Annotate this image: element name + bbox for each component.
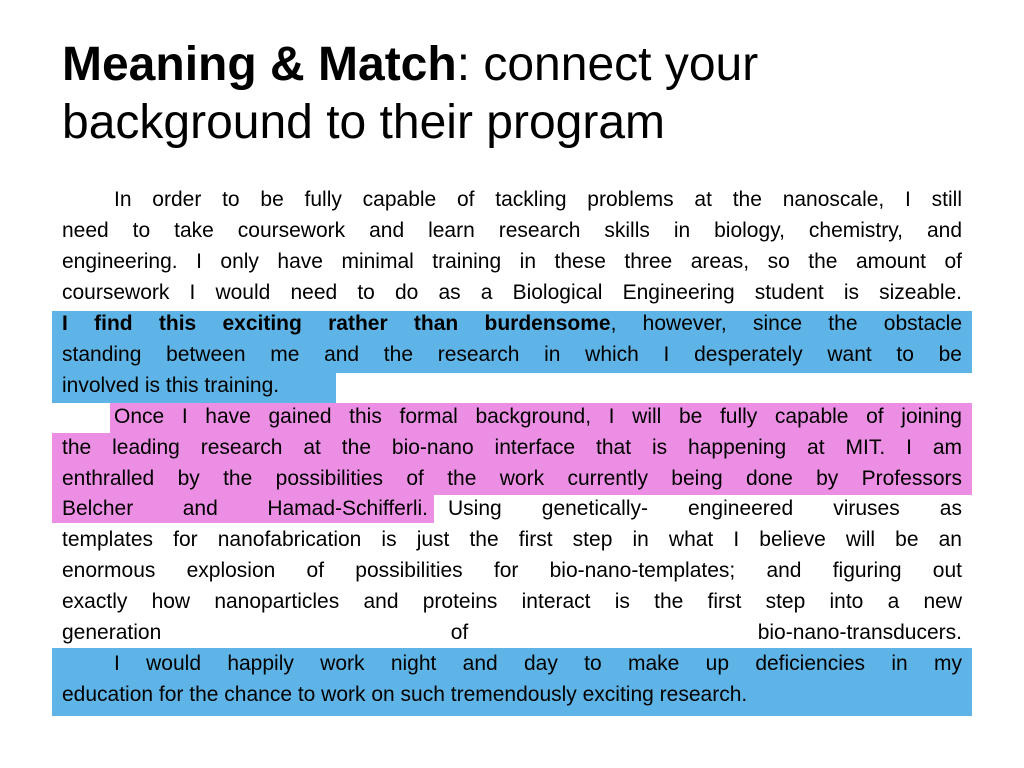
title-rest-line2: background to their program [62, 96, 665, 149]
essay-line-highlighted [62, 308, 962, 339]
essay-line-highlighted: I would happily work night and day to make up deficiencies in my [114, 652, 962, 675]
essay-line: need to take coursework and learn research skills in biology, chemistry, and [62, 219, 962, 242]
highlight-professor-names: Belcher and Hamad-Schifferli. [62, 497, 428, 520]
essay-line-highlighted: enthralled by the possibilities of the work currently being done by Professors [62, 467, 962, 490]
essay-line: coursework I would need to do as a Biological Engineering student is sizeable. [62, 281, 962, 304]
title-bold: Meaning & Match [62, 38, 457, 91]
essay-line: exactly how nanoparticles and proteins interact is the first step into a new [62, 590, 962, 613]
essay-line-mixed [62, 493, 962, 524]
highlight-text: , however, since the obstacle [610, 312, 962, 335]
essay-line: enormous explosion of possibilities for bio-nano-templates; and figuring out [62, 559, 962, 582]
line-rest: Using genetically- engineered viruses as [448, 497, 962, 520]
essay-line-highlighted: education for the chance to work on such tremendously exciting research. [62, 683, 748, 706]
essay-line-highlighted: Once I have gained this formal background, I will be fully capable of joining [114, 405, 962, 428]
slide-title [62, 36, 962, 152]
highlight-bold-phrase: I find this exciting rather than burdensome [62, 312, 611, 335]
essay-line-highlighted: the leading research at the bio-nano interface that is happening at MIT. I am [62, 436, 962, 459]
essay-line: In order to be fully capable of tackling problems at the nanoscale, I still [114, 188, 962, 211]
essay-line: templates for nanofabrication is just the first step in what I believe will be an [62, 528, 962, 551]
essay-line-highlighted: involved is this training. [62, 374, 280, 397]
essay-line-highlighted: standing between me and the research in which I desperately want to be [62, 343, 962, 366]
essay-line: generation of bio-nano-transducers. [62, 621, 962, 644]
essay-line: engineering. I only have minimal training in these three areas, so the amount of [62, 250, 962, 273]
title-rest-line1: : connect your [456, 38, 759, 91]
